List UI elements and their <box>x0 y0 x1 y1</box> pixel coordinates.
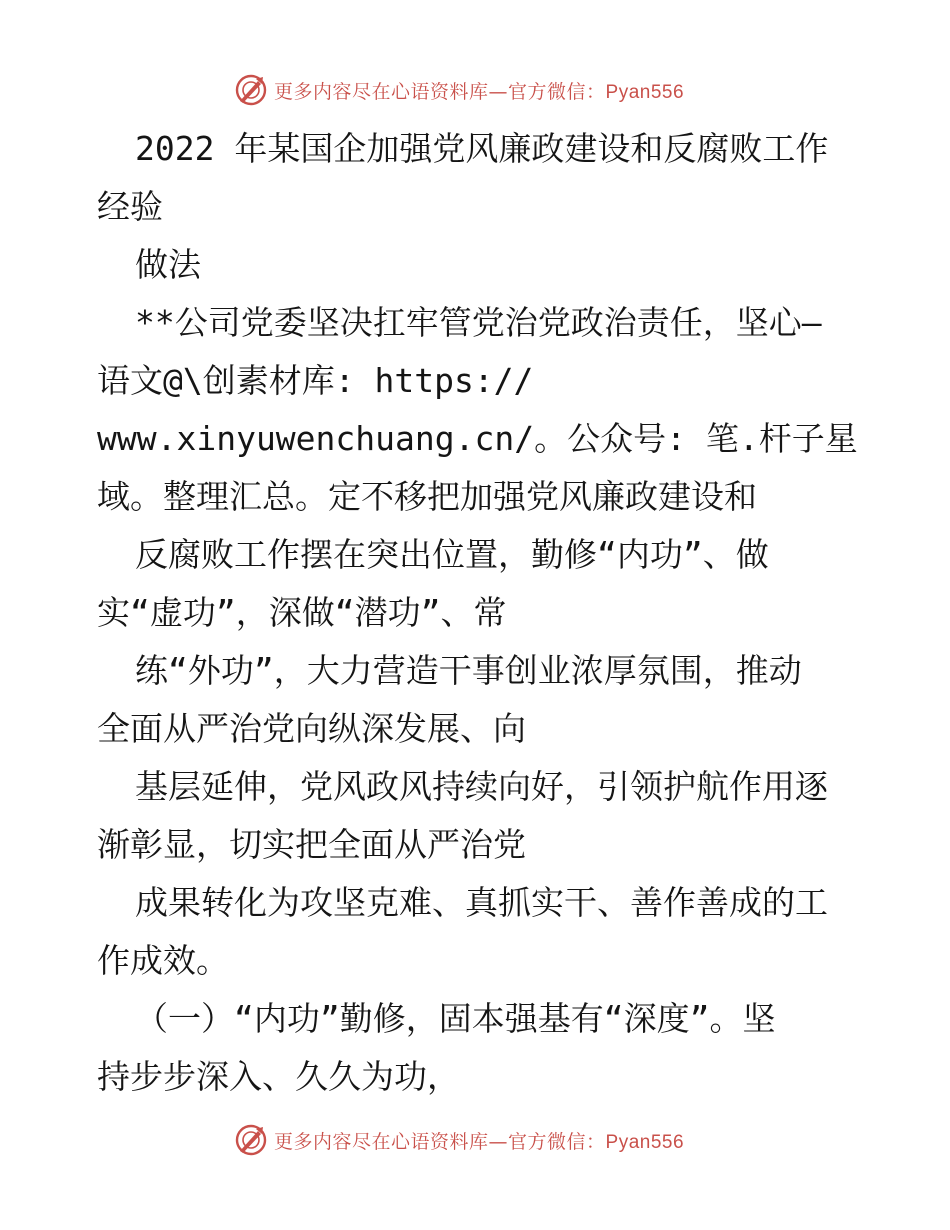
quill-logo-icon <box>234 73 268 107</box>
banner-text-wechat-id: Pyan556 <box>605 1131 685 1153</box>
banner-text <box>274 77 684 104</box>
doc-paragraph-line: 域。整理汇总。定不移把加强党风廉政建设和 <box>97 477 757 516</box>
doc-paragraph-line: 实“虚功”，深做“潜功”、常 <box>97 593 507 632</box>
footer-watermark-banner <box>234 1120 714 1160</box>
doc-paragraph-line: 成果转化为攻坚克难、真抓实干、善作善成的工 <box>135 883 828 922</box>
doc-paragraph-line: 语文@\创素材库: https:// <box>97 361 534 400</box>
doc-paragraph-line: 作成效。 <box>97 941 229 980</box>
doc-paragraph-line: 基层延伸，党风政风持续向好，引领护航作用逐 <box>135 767 828 806</box>
doc-paragraph-line: **公司党委坚决扛牢管党治党政治责任，坚心— <box>135 303 822 342</box>
quill-logo-icon <box>234 1123 268 1157</box>
doc-paragraph-line: 渐彰显，切实把全面从严治党 <box>97 825 526 864</box>
doc-section-heading-line: （一）“内功”勤修，固本强基有“深度”。坚 <box>135 999 776 1038</box>
banner-text-cn: 更多内容尽在心语资料库—官方微信： <box>274 1130 606 1153</box>
header-watermark-banner <box>234 70 714 110</box>
banner-text-wechat-id: Pyan556 <box>605 81 685 103</box>
doc-paragraph-line: 全面从严治党向纵深发展、向 <box>97 709 526 748</box>
banner-text <box>274 1127 684 1154</box>
document-body <box>97 120 867 1106</box>
doc-paragraph-line: 练“外功”，大力营造干事创业浓厚氛围，推动 <box>135 651 802 690</box>
doc-paragraph-line: 持步步深入、久久为功， <box>97 1057 460 1096</box>
doc-subtitle-line: 做法 <box>135 245 201 284</box>
doc-paragraph-line: www.xinyuwenchuang.cn/。公众号: 笔.杆子星 <box>97 419 858 458</box>
doc-title-line-2: 经验 <box>97 187 163 226</box>
doc-paragraph-line: 反腐败工作摆在突出位置，勤修“内功”、做 <box>135 535 769 574</box>
banner-text-cn: 更多内容尽在心语资料库—官方微信： <box>274 80 606 103</box>
doc-title-line-1: 2022 年某国企加强党风廉政建设和反腐败工作 <box>135 129 829 168</box>
